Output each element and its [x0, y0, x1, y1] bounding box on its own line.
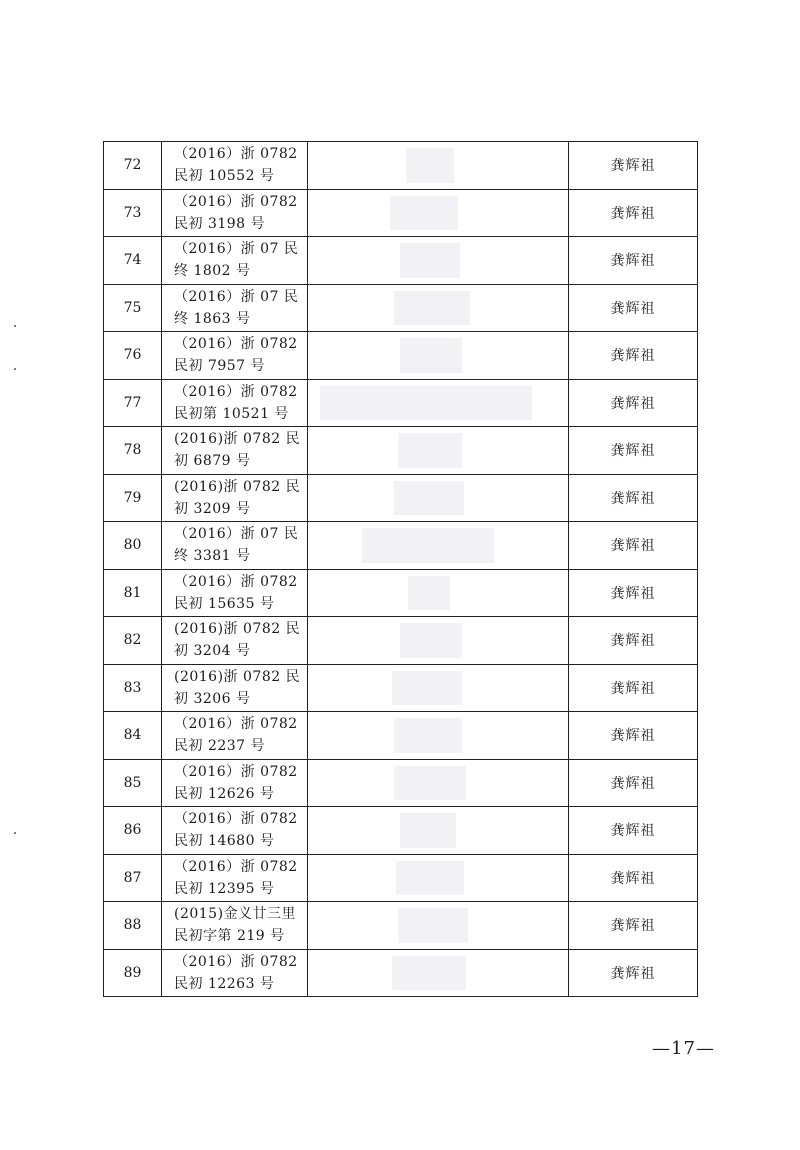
scan-speck [14, 368, 16, 370]
case-number-line-2: 民初 12395 号 [174, 880, 275, 897]
table-row [104, 237, 698, 285]
judge-name: 龚辉祖 [569, 379, 698, 427]
redaction-box [392, 671, 462, 706]
judge-name: 龚辉祖 [569, 474, 698, 522]
case-number-cell [162, 284, 308, 332]
case-number-line-2: 终 1802 号 [174, 263, 251, 280]
case-number-cell [162, 189, 308, 237]
party-cell [308, 189, 569, 237]
case-number-line-2: 终 3381 号 [174, 548, 251, 565]
redaction-box [392, 956, 466, 991]
case-number-cell [162, 237, 308, 285]
case-number-line-2: 民初 10552 号 [174, 168, 275, 185]
case-number-cell [162, 949, 308, 997]
case-number-cell [162, 474, 308, 522]
case-number-line-1: （2016）浙 0782 [174, 146, 298, 163]
redaction-box [390, 196, 458, 231]
row-number: 76 [104, 332, 162, 380]
party-cell [308, 807, 569, 855]
row-number: 86 [104, 807, 162, 855]
party-cell [308, 569, 569, 617]
table-row [104, 854, 698, 902]
redaction-box [400, 243, 460, 278]
party-cell [308, 142, 569, 190]
case-number-cell [162, 379, 308, 427]
row-number: 84 [104, 712, 162, 760]
case-number-line-2: 民初第 10521 号 [174, 405, 289, 422]
judge-name: 龚辉祖 [569, 854, 698, 902]
row-number: 73 [104, 189, 162, 237]
table-row [104, 284, 698, 332]
redaction-box [398, 908, 468, 943]
redaction-box [406, 148, 454, 183]
case-number-line-2: 民初 15635 号 [174, 595, 275, 612]
table-row [104, 664, 698, 712]
table-row [104, 949, 698, 997]
case-number-line-1: （2016）浙 07 民 [174, 241, 299, 258]
row-number: 88 [104, 902, 162, 950]
table-row [104, 379, 698, 427]
case-number-line-1: （2016）浙 0782 [174, 858, 298, 875]
row-number: 79 [104, 474, 162, 522]
case-number-line-2: 初 3204 号 [174, 643, 251, 660]
party-cell [308, 427, 569, 475]
scan-speck [14, 832, 16, 834]
row-number: 87 [104, 854, 162, 902]
judge-name: 龚辉祖 [569, 237, 698, 285]
case-number-line-1: (2016)浙 0782 民 [174, 621, 301, 638]
case-number-cell [162, 142, 308, 190]
table-row [104, 474, 698, 522]
table-row [104, 712, 698, 760]
judge-name: 龚辉祖 [569, 807, 698, 855]
judge-name: 龚辉祖 [569, 284, 698, 332]
case-number-line-1: （2016）浙 0782 [174, 383, 298, 400]
row-number: 81 [104, 569, 162, 617]
case-number-cell [162, 522, 308, 570]
case-number-line-2: 民初 3198 号 [174, 215, 266, 232]
redaction-box [320, 386, 532, 421]
judge-name: 龚辉祖 [569, 189, 698, 237]
party-cell [308, 949, 569, 997]
case-number-line-1: （2016）浙 0782 [174, 336, 298, 353]
page-number: —17— [652, 1038, 715, 1059]
judge-name: 龚辉祖 [569, 427, 698, 475]
table-row [104, 332, 698, 380]
case-table [103, 141, 698, 997]
case-number-line-2: 终 1863 号 [174, 310, 251, 327]
judge-name: 龚辉祖 [569, 569, 698, 617]
table-row [104, 569, 698, 617]
case-number-line-2: 初 6879 号 [174, 453, 251, 470]
redaction-box [362, 528, 494, 563]
case-number-line-1: （2016）浙 07 民 [174, 526, 299, 543]
judge-name: 龚辉祖 [569, 759, 698, 807]
party-cell [308, 237, 569, 285]
case-number-line-1: (2016)浙 0782 民 [174, 431, 301, 448]
row-number: 89 [104, 949, 162, 997]
redaction-box [396, 861, 464, 896]
redaction-box [400, 338, 462, 373]
case-number-cell [162, 902, 308, 950]
party-cell [308, 617, 569, 665]
case-number-line-1: （2016）浙 0782 [174, 763, 298, 780]
redaction-box [394, 291, 470, 326]
case-number-cell [162, 332, 308, 380]
judge-name: 龚辉祖 [569, 522, 698, 570]
row-number: 80 [104, 522, 162, 570]
redaction-box [394, 718, 462, 753]
case-number-cell [162, 617, 308, 665]
table-row [104, 522, 698, 570]
case-number-cell [162, 664, 308, 712]
party-cell [308, 854, 569, 902]
case-number-line-2: 民初 12263 号 [174, 975, 275, 992]
row-number: 72 [104, 142, 162, 190]
table-row [104, 142, 698, 190]
redaction-box [398, 433, 462, 468]
case-number-line-1: (2016)浙 0782 民 [174, 478, 301, 495]
case-number-line-1: （2016）浙 0782 [174, 193, 298, 210]
case-number-line-1: （2016）浙 0782 [174, 716, 298, 733]
case-number-line-2: 民初 12626 号 [174, 785, 275, 802]
judge-name: 龚辉祖 [569, 664, 698, 712]
case-number-cell [162, 854, 308, 902]
case-number-line-1: (2015)金义廿三里 [174, 906, 297, 923]
party-cell [308, 664, 569, 712]
row-number: 85 [104, 759, 162, 807]
judge-name: 龚辉祖 [569, 332, 698, 380]
case-number-cell [162, 807, 308, 855]
table-row [104, 807, 698, 855]
row-number: 82 [104, 617, 162, 665]
table-row [104, 902, 698, 950]
case-number-line-1: (2016)浙 0782 民 [174, 668, 301, 685]
case-number-cell [162, 712, 308, 760]
table-row [104, 617, 698, 665]
row-number: 77 [104, 379, 162, 427]
judge-name: 龚辉祖 [569, 617, 698, 665]
case-number-line-2: 初 3206 号 [174, 690, 251, 707]
row-number: 78 [104, 427, 162, 475]
case-number-line-2: 民初 14680 号 [174, 833, 275, 850]
case-number-line-1: （2016）浙 0782 [174, 573, 298, 590]
party-cell [308, 902, 569, 950]
redaction-box [408, 576, 450, 611]
case-number-cell [162, 759, 308, 807]
case-number-cell [162, 427, 308, 475]
judge-name: 龚辉祖 [569, 142, 698, 190]
case-number-line-1: （2016）浙 07 民 [174, 288, 299, 305]
redaction-box [400, 623, 462, 658]
party-cell [308, 474, 569, 522]
judge-name: 龚辉祖 [569, 712, 698, 760]
row-number: 83 [104, 664, 162, 712]
case-number-line-2: 民初 7957 号 [174, 358, 266, 375]
party-cell [308, 759, 569, 807]
party-cell [308, 284, 569, 332]
party-cell [308, 332, 569, 380]
row-number: 75 [104, 284, 162, 332]
party-cell [308, 712, 569, 760]
table-row [104, 427, 698, 475]
redaction-box [394, 481, 464, 516]
case-number-line-2: 民初字第 219 号 [174, 928, 285, 945]
row-number: 74 [104, 237, 162, 285]
judge-name: 龚辉祖 [569, 949, 698, 997]
case-number-line-2: 民初 2237 号 [174, 738, 266, 755]
judge-name: 龚辉祖 [569, 902, 698, 950]
case-number-cell [162, 569, 308, 617]
redaction-box [400, 813, 456, 848]
table-row [104, 759, 698, 807]
case-number-line-1: （2016）浙 0782 [174, 953, 298, 970]
scan-speck [14, 325, 16, 327]
party-cell [308, 379, 569, 427]
party-cell [308, 522, 569, 570]
table-row [104, 189, 698, 237]
case-number-line-1: （2016）浙 0782 [174, 811, 298, 828]
case-number-line-2: 初 3209 号 [174, 500, 251, 517]
case-table-body [104, 142, 698, 997]
redaction-box [394, 766, 466, 801]
